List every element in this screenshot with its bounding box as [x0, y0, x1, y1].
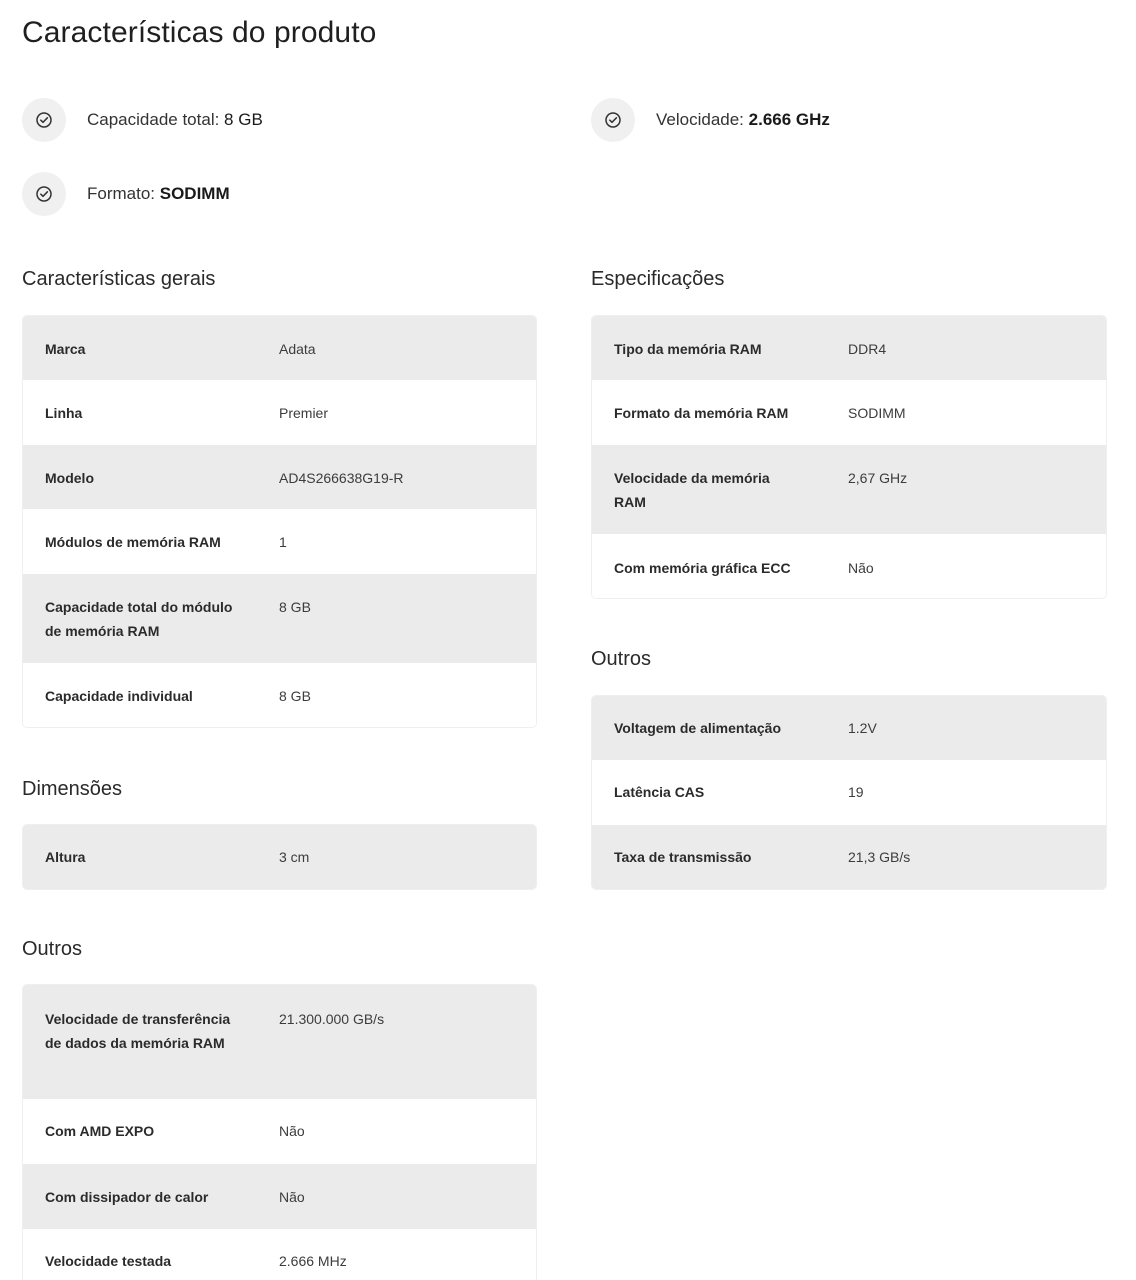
row-value: Não — [279, 1123, 305, 1139]
table-row — [23, 985, 536, 1099]
row-label: Velocidade testada — [45, 1253, 172, 1269]
highlight-value: SODIMM — [159, 184, 230, 203]
table-row — [23, 509, 536, 574]
section-title-caracteristicas-gerais: Características gerais — [22, 268, 216, 290]
highlight-label: Velocidade: — [656, 110, 749, 129]
highlight-formato — [22, 172, 230, 216]
row-label: Taxa de transmissão — [614, 849, 752, 865]
row-value: SODIMM — [848, 405, 906, 421]
row-value: 2.666 MHz — [279, 1253, 347, 1269]
section-title-outros-left: Outros — [22, 938, 83, 960]
row-label: Modelo — [45, 470, 94, 486]
row-label: Linha — [45, 405, 83, 421]
row-value: 21,3 GB/s — [848, 849, 911, 865]
row-label: Voltagem de alimentação — [614, 720, 782, 736]
table-row — [23, 316, 536, 380]
row-value: 1.2V — [848, 720, 877, 736]
table-row — [592, 696, 1106, 760]
row-label: Velocidade de transferência de dados da memória RAM — [45, 1011, 231, 1051]
spec-table-caracteristicas-gerais — [23, 316, 536, 727]
row-value: 8 GB — [279, 688, 311, 704]
highlight-value: 8 GB — [224, 110, 263, 129]
highlight-capacidade — [22, 98, 263, 142]
table-row — [592, 380, 1106, 445]
page-title: Características do produto — [22, 16, 377, 49]
row-value: 1 — [279, 534, 287, 550]
row-value: 8 GB — [279, 599, 311, 615]
highlight-text — [656, 110, 830, 130]
spec-table-especificacoes — [592, 316, 1106, 598]
section-title-especificacoes: Especificações — [591, 268, 725, 290]
table-row — [23, 825, 536, 889]
row-label: Com dissipador de calor — [45, 1189, 209, 1205]
table-row — [592, 445, 1106, 534]
table-row — [23, 1164, 536, 1229]
row-label: Com AMD EXPO — [45, 1123, 155, 1139]
row-label: Latência CAS — [614, 784, 705, 800]
table-row — [23, 1099, 536, 1164]
row-label: Tipo da memória RAM — [614, 341, 762, 357]
table-row — [592, 316, 1106, 380]
section-title-outros-right: Outros — [591, 648, 652, 670]
row-value: Adata — [279, 341, 316, 357]
row-value: DDR4 — [848, 341, 887, 357]
spec-table-outros-left — [23, 985, 536, 1280]
highlight-text — [87, 184, 230, 204]
row-value: AD4S266638G19-R — [279, 470, 404, 486]
table-row — [592, 534, 1106, 598]
row-label: Capacidade total do módulo de memória RAM — [45, 599, 233, 639]
highlight-velocidade — [591, 98, 830, 142]
check-circle-icon — [22, 98, 66, 142]
table-row — [23, 1229, 536, 1280]
row-value: Não — [279, 1189, 305, 1205]
row-label: Capacidade individual — [45, 688, 193, 704]
row-value: 2,67 GHz — [848, 470, 908, 486]
check-circle-icon — [22, 172, 66, 216]
table-row — [23, 380, 536, 445]
row-label: Com memória gráfica ECC — [614, 560, 791, 576]
spec-table-outros-right — [592, 696, 1106, 889]
highlight-label: Capacidade total: — [87, 110, 225, 129]
table-row — [23, 663, 536, 727]
table-row — [592, 825, 1106, 889]
table-row — [23, 445, 536, 509]
row-value: 19 — [848, 784, 864, 800]
row-value: 21.300.000 GB/s — [279, 1011, 385, 1027]
row-value: Não — [848, 560, 874, 576]
row-label: Formato da memória RAM — [614, 405, 789, 421]
table-row — [592, 760, 1106, 825]
row-label: Marca — [45, 341, 86, 357]
row-label: Módulos de memória RAM — [45, 534, 221, 550]
spec-table-dimensoes — [23, 825, 536, 889]
row-value: Premier — [279, 405, 329, 421]
highlight-value: 2.666 GHz — [748, 110, 830, 129]
table-row — [23, 574, 536, 663]
row-label: Velocidade da memória RAM — [614, 470, 770, 510]
highlight-text — [87, 110, 263, 130]
check-circle-icon — [591, 98, 635, 142]
row-value: 3 cm — [279, 849, 310, 865]
highlight-label: Formato: — [87, 184, 160, 203]
section-title-dimensoes: Dimensões — [22, 778, 123, 800]
row-label: Altura — [45, 849, 86, 865]
